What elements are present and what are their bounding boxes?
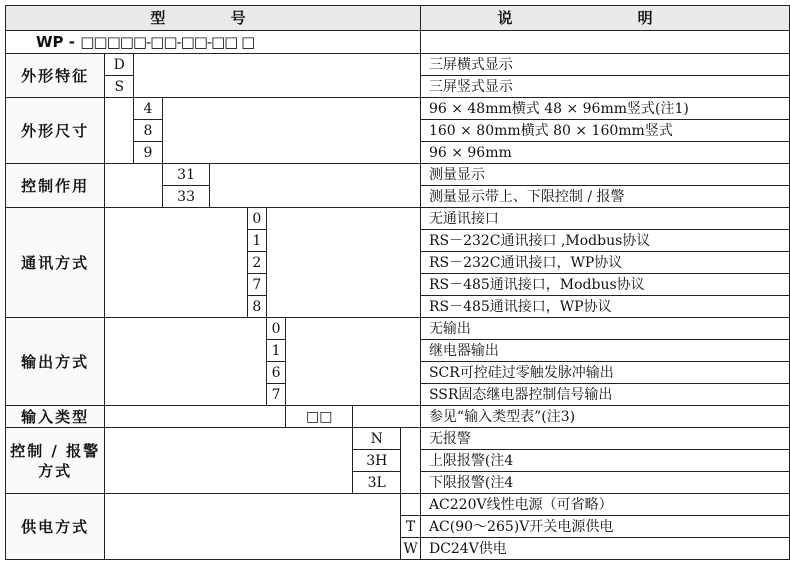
table-row (6, 406, 790, 428)
header-row (6, 6, 790, 31)
desc-cell: 三屏竖式显示 (420, 76, 789, 98)
code-cell: W (401, 538, 421, 560)
code-cell: T (401, 516, 421, 538)
desc-cell: 无通讯接口 (420, 208, 789, 230)
desc-cell: SSR固态继电器控制信号输出 (420, 384, 789, 406)
table-row (6, 208, 790, 230)
blank-cell (105, 164, 162, 208)
code-cell: 31 (162, 164, 210, 186)
desc-cell: 无报警 (420, 428, 789, 450)
code-cell (401, 494, 421, 516)
category-alarm-line2: 方式 (38, 461, 73, 480)
desc-cell: 上限报警(注4 (420, 450, 789, 472)
desc-cell: 160 × 80mm横式 80 × 160mm竖式 (420, 120, 789, 142)
desc-cell: RS－232C通讯接口，WP协议 (420, 252, 789, 274)
desc-cell: 三屏横式显示 (420, 54, 789, 76)
desc-cell: SCR可控硅过零触发脉冲输出 (420, 362, 789, 384)
table-row (6, 318, 790, 340)
code-cell: 7 (266, 384, 285, 406)
code-cell: 8 (134, 120, 163, 142)
model-code (6, 31, 421, 54)
code-cell: 1 (266, 340, 285, 362)
desc-cell: 继电器输出 (420, 340, 789, 362)
blank-cell (105, 318, 267, 406)
category-control: 控制作用 (6, 164, 105, 208)
desc-cell: DC24V供电 (420, 538, 789, 560)
blank-cell (134, 54, 421, 98)
blank-cell (401, 428, 421, 494)
blank-cell (353, 406, 421, 428)
table-row (6, 494, 790, 516)
category-appearance: 外形特征 (6, 54, 105, 98)
model-header: 型 号 (6, 6, 421, 31)
model-spec-table (5, 5, 790, 560)
code-cell: 0 (247, 208, 266, 230)
desc-cell: AC(90～265)V开关电源供电 (420, 516, 789, 538)
blank-cell (105, 98, 134, 164)
blank-cell (266, 208, 420, 318)
code-cell: 1 (247, 230, 266, 252)
category-size: 外形尺寸 (6, 98, 105, 164)
table-row (6, 54, 790, 76)
desc-cell: RS－485通讯接口，Modbus协议 (420, 274, 789, 296)
code-cell: 9 (134, 142, 163, 164)
desc-cell: 96 × 96mm (420, 142, 789, 164)
code-cell: 3H (353, 450, 401, 472)
table-row (6, 428, 790, 450)
code-cell: S (105, 76, 134, 98)
desc-cell: 测量显示 (420, 164, 789, 186)
category-alarm-line1: 控制 / 报警 (10, 441, 101, 460)
blank-cell (105, 406, 286, 428)
category-power: 供电方式 (6, 494, 105, 560)
desc-cell: 96 × 48mm横式 48 × 96mm竖式(注1) (420, 98, 789, 120)
desc-cell: 测量显示带上、下限控制 / 报警 (420, 186, 789, 208)
table-row (6, 164, 790, 186)
blank-cell (105, 208, 247, 318)
desc-cell: 参见“输入类型表”(注3) (420, 406, 789, 428)
model-desc-blank (420, 31, 789, 54)
category-output: 输出方式 (6, 318, 105, 406)
category-alarm (6, 428, 105, 494)
blank-cell (105, 494, 401, 560)
blank-cell (286, 318, 421, 406)
code-cell: 0 (266, 318, 285, 340)
blank-cell (210, 164, 420, 208)
model-code-row (6, 31, 790, 54)
code-cell: 3L (353, 472, 401, 494)
category-input: 输入类型 (6, 406, 105, 428)
blank-cell (162, 98, 420, 164)
category-comm: 通讯方式 (6, 208, 105, 318)
model-prefix: WP - (36, 33, 75, 51)
code-cell: 4 (134, 98, 163, 120)
code-cell: 2 (247, 252, 266, 274)
code-cell: D (105, 54, 134, 76)
code-cell: 8 (247, 296, 266, 318)
desc-cell: RS－232C通讯接口 ,Modbus协议 (420, 230, 789, 252)
model-code-boxes: □□□□□-□□-□□-□□ □ (80, 33, 255, 51)
code-cell: N (353, 428, 401, 450)
desc-cell: RS－485通讯接口，WP协议 (420, 296, 789, 318)
description-header: 说 明 (420, 6, 789, 31)
desc-cell: 无输出 (420, 318, 789, 340)
code-cell: 33 (162, 186, 210, 208)
code-cell: 7 (247, 274, 266, 296)
blank-cell (105, 428, 353, 494)
desc-cell: AC220V线性电源（可省略） (420, 494, 789, 516)
desc-cell: 下限报警(注4 (420, 472, 789, 494)
code-cell: □□ (286, 406, 353, 428)
table-row (6, 98, 790, 120)
code-cell: 6 (266, 362, 285, 384)
